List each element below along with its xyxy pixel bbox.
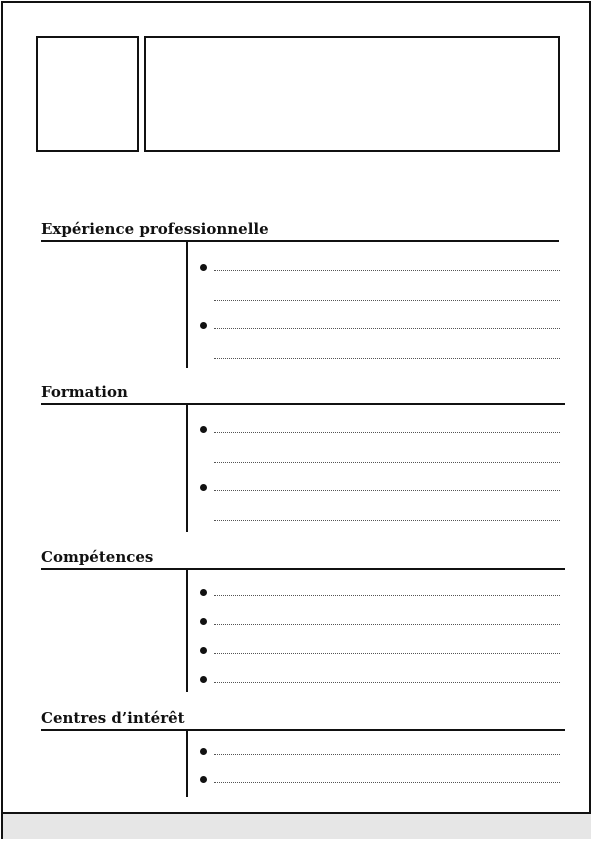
bullet-icon — [200, 264, 207, 271]
entry-line[interactable] — [214, 490, 560, 491]
entry-line[interactable] — [214, 782, 560, 783]
section-title-education: Formation — [41, 383, 128, 401]
bullet-icon — [200, 484, 207, 491]
bullet-icon — [200, 322, 207, 329]
section-title-experience: Expérience professionnelle — [41, 220, 269, 238]
bullet-icon — [200, 748, 207, 755]
header-info-box[interactable] — [144, 36, 560, 152]
bullet-icon — [200, 647, 207, 654]
entry-line[interactable] — [214, 682, 560, 683]
footer-bar — [3, 812, 591, 839]
bullet-icon — [200, 676, 207, 683]
entry-line[interactable] — [214, 653, 560, 654]
section-divider — [186, 242, 188, 368]
section-rule — [41, 568, 565, 570]
bullet-icon — [200, 426, 207, 433]
section-divider — [186, 405, 188, 532]
entry-line[interactable] — [214, 595, 560, 596]
section-rule — [41, 729, 565, 731]
entry-line[interactable] — [214, 328, 560, 329]
entry-line[interactable] — [214, 432, 560, 433]
entry-line[interactable] — [214, 462, 560, 463]
section-rule — [41, 403, 565, 405]
bullet-icon — [200, 618, 207, 625]
bullet-icon — [200, 776, 207, 783]
section-rule — [41, 240, 559, 242]
section-divider — [186, 570, 188, 692]
entry-line[interactable] — [214, 754, 560, 755]
entry-line[interactable] — [214, 624, 560, 625]
section-title-interests: Centres d’intérêt — [41, 709, 185, 727]
entry-line[interactable] — [214, 300, 560, 301]
photo-placeholder[interactable] — [36, 36, 139, 152]
bullet-icon — [200, 589, 207, 596]
entry-line[interactable] — [214, 358, 560, 359]
entry-line[interactable] — [214, 520, 560, 521]
section-title-skills: Compétences — [41, 548, 154, 566]
section-divider — [186, 731, 188, 797]
entry-line[interactable] — [214, 270, 560, 271]
